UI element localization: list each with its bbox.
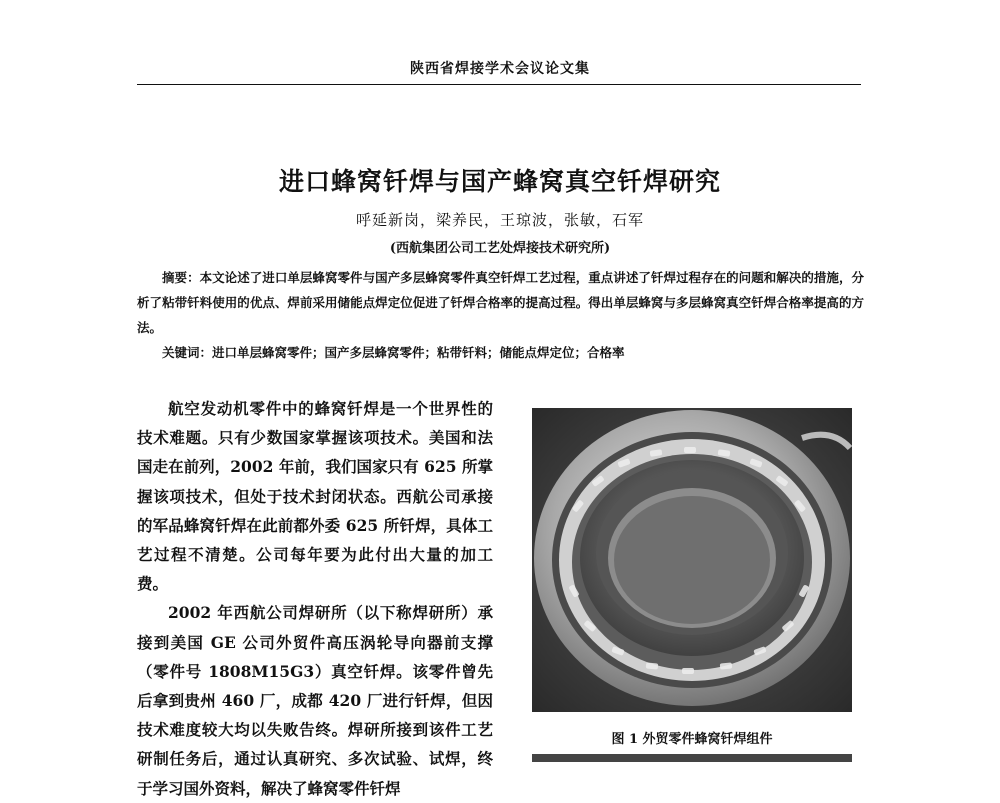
figure-honeycomb-photo: [532, 408, 852, 712]
header-rule: [137, 84, 861, 85]
honeycomb-ring-image: [532, 408, 852, 712]
running-header: 陕西省焊接学术会议论文集: [410, 61, 590, 77]
keywords: 关键词：进口单层蜂窝零件；国产多层蜂窝零件；粘带钎料；储能点焊定位；合格率: [162, 345, 625, 360]
paper-affiliation: (西航集团公司工艺处焊接技术研究所): [389, 241, 611, 256]
body-text-column: [137, 394, 493, 803]
next-figure-edge: [532, 754, 852, 762]
abstract: 摘要：本文论述了进口单层蜂窝零件与国产多层蜂窝零件真空钎焊工艺过程，重点讲述了钎焊过程存在的问题和解决的措施，分析了粘带钎料使用的优点、焊前采用储能点焊定位促进了钎焊合格率的提高过程。得出单层蜂窝与多层蜂窝真空钎焊合格率提高的方法。: [137, 270, 864, 335]
body-paragraph: 航空发动机零件中的蜂窝钎焊是一个世界性的技术难题。只有少数国家掌握该项技术。美国和法国走在前列，2002 年前，我们国家只有 625 所掌握该项技术，但处于技术封闭状态。西航公司承接的军品蜂窝钎焊在此前都外委 625 所钎焊，具体工艺过程不清楚。公司每年要为此付出大量的加工费。: [137, 399, 493, 594]
paper-authors: 呼延新岗，梁养民，王琼波，张敏，石军: [355, 211, 644, 229]
figure-caption: 图 1 外贸零件蜂窝钎焊组件: [611, 732, 773, 747]
paper-title: 进口蜂窝钎焊与国产蜂窝真空钎焊研究: [278, 167, 721, 196]
body-paragraph: 2002 年西航公司焊研所（以下称焊研所）承接到美国 GE 公司外贸件高压涡轮导向器前支撑（零件号 1808M15G3）真空钎焊。该零件曾先后拿到贵州 460 厂，成都 420 厂进行钎焊，但因技术难度较大均以失败告终。焊研所接到该件工艺研制任务后，通过认真研究、多次试验、试焊，终于学习国外资料，解决了蜂窝零件钎焊: [137, 603, 493, 798]
